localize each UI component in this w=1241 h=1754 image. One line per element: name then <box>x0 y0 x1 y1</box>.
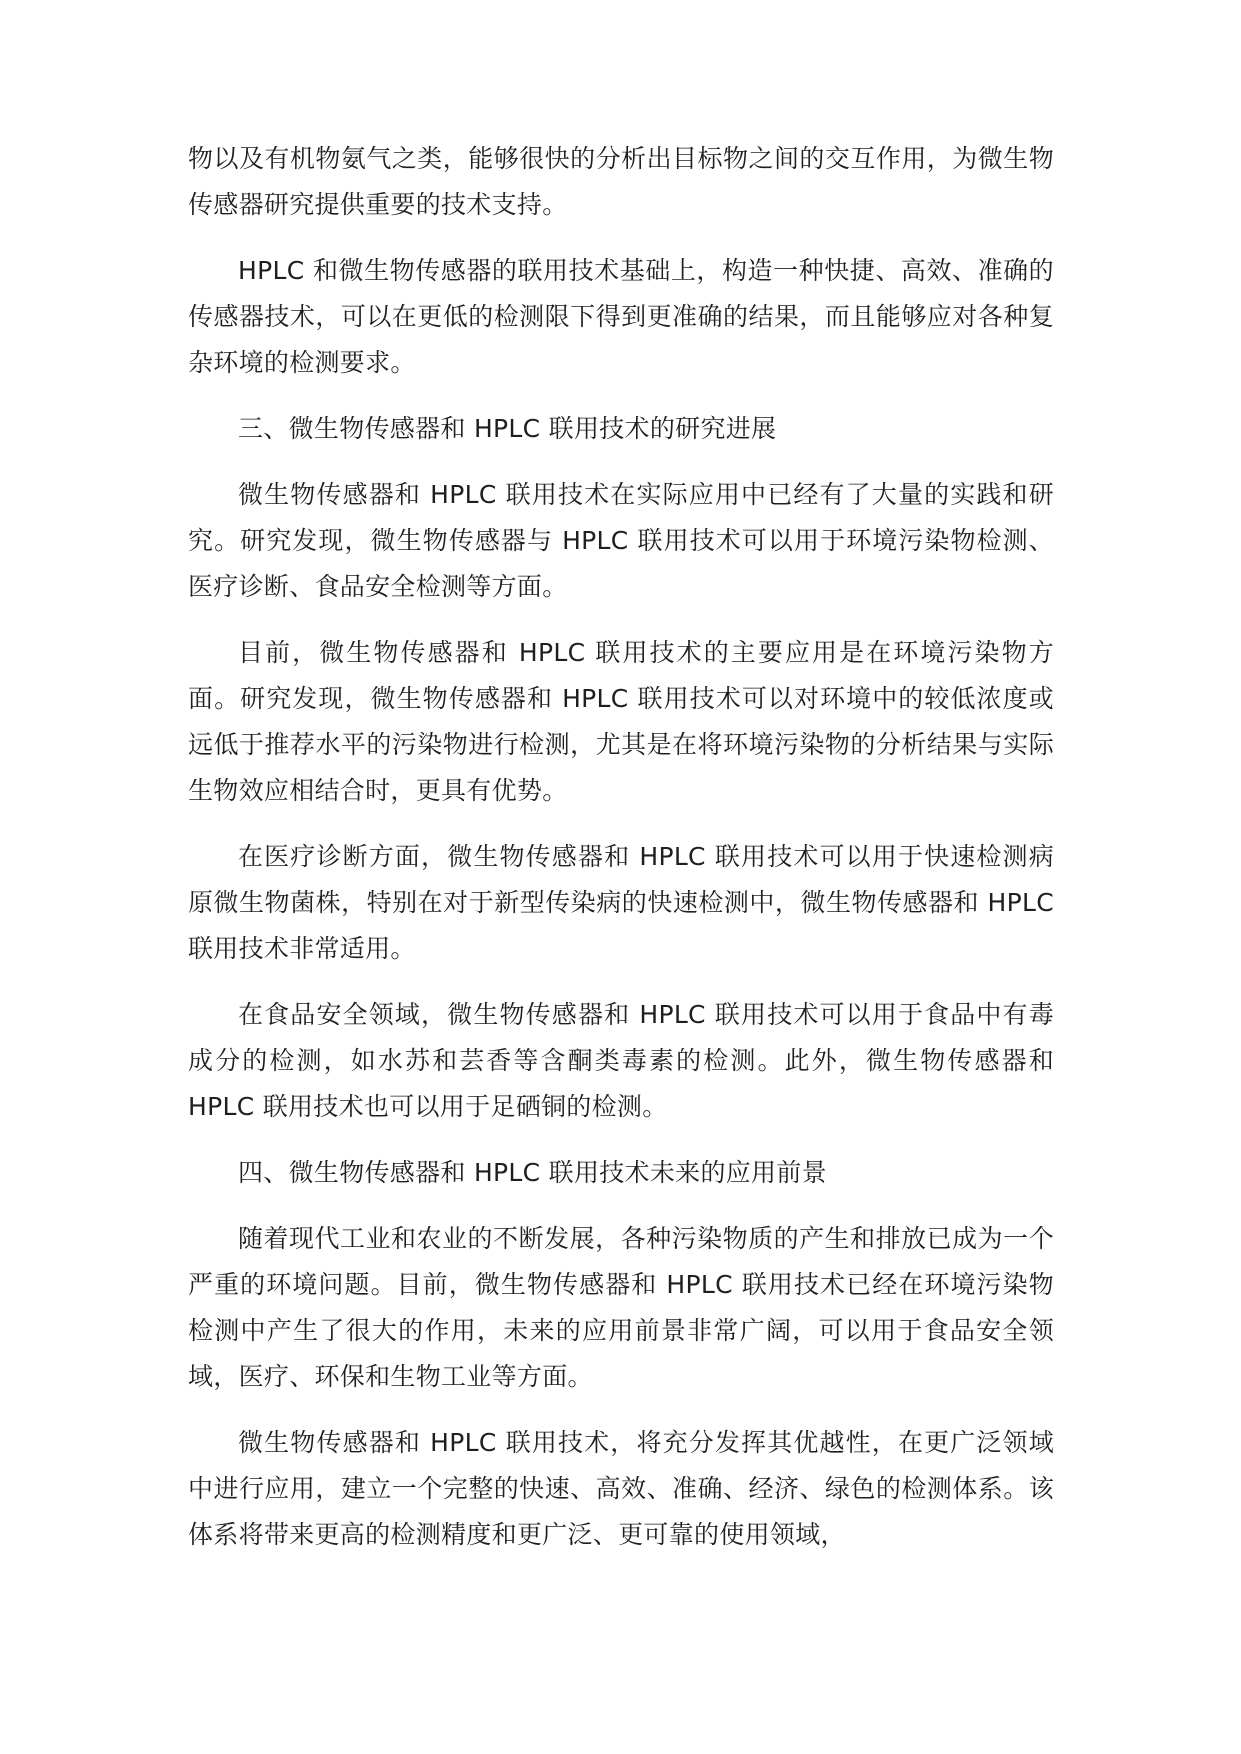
paragraph-future-prospects: 随着现代工业和农业的不断发展，各种污染物质的产生和排放已成为一个严重的环境问题。目前，微生物传感器和 HPLC 联用技术已经在环境污染物检测中产生了很大的作用，未来的应用前景非常广阔，可以用于食品安全领域，医疗、环保和生物工业等方面。 <box>188 1224 1054 1391</box>
paragraph-continued-intro: 物以及有机物氨气之类，能够很快的分析出目标物之间的交互作用，为微生物传感器研究提供重要的技术支持。 <box>188 144 1054 219</box>
paragraph-food-safety: 在食品安全领域，微生物传感器和 HPLC 联用技术可以用于食品中有毒成分的检测，如水苏和芸香等含酮类毒素的检测。此外，微生物传感器和 HPLC 联用技术也可以用于足硒铜的检测。 <box>188 1000 1054 1121</box>
paragraph-detection-system: 微生物传感器和 HPLC 联用技术，将充分发挥其优越性，在更广泛领域中进行应用，建立一个完整的快速、高效、准确、经济、绿色的检测体系。该体系将带来更高的检测精度和更广泛、更可靠的使用领域， <box>188 1428 1054 1549</box>
section-heading-4: 四、微生物传感器和 HPLC 联用技术未来的应用前景 <box>238 1158 827 1187</box>
paragraph-hplc-combination: HPLC 和微生物传感器的联用技术基础上，构造一种快捷、高效、准确的传感器技术，可以在更低的检测限下得到更准确的结果，而且能够应对各种复杂环境的检测要求。 <box>188 256 1054 377</box>
document-page <box>188 136 1054 1578</box>
section-heading-3: 三、微生物传感器和 HPLC 联用技术的研究进展 <box>238 414 777 443</box>
paragraph-environment-application: 目前，微生物传感器和 HPLC 联用技术的主要应用是在环境污染物方面。研究发现，微生物传感器和 HPLC 联用技术可以对环境中的较低浓度或远低于推荐水平的污染物进行检测，尤其是在将环境污染物的分析结果与实际生物效应相结合时，更具有优势。 <box>188 638 1054 805</box>
paragraph-research-practice: 微生物传感器和 HPLC 联用技术在实际应用中已经有了大量的实践和研究。研究发现，微生物传感器与 HPLC 联用技术可以用于环境污染物检测、医疗诊断、食品安全检测等方面。 <box>188 480 1054 601</box>
paragraph-medical-diagnosis: 在医疗诊断方面，微生物传感器和 HPLC 联用技术可以用于快速检测病原微生物菌株，特别在对于新型传染病的快速检测中，微生物传感器和 HPLC 联用技术非常适用。 <box>188 842 1054 963</box>
